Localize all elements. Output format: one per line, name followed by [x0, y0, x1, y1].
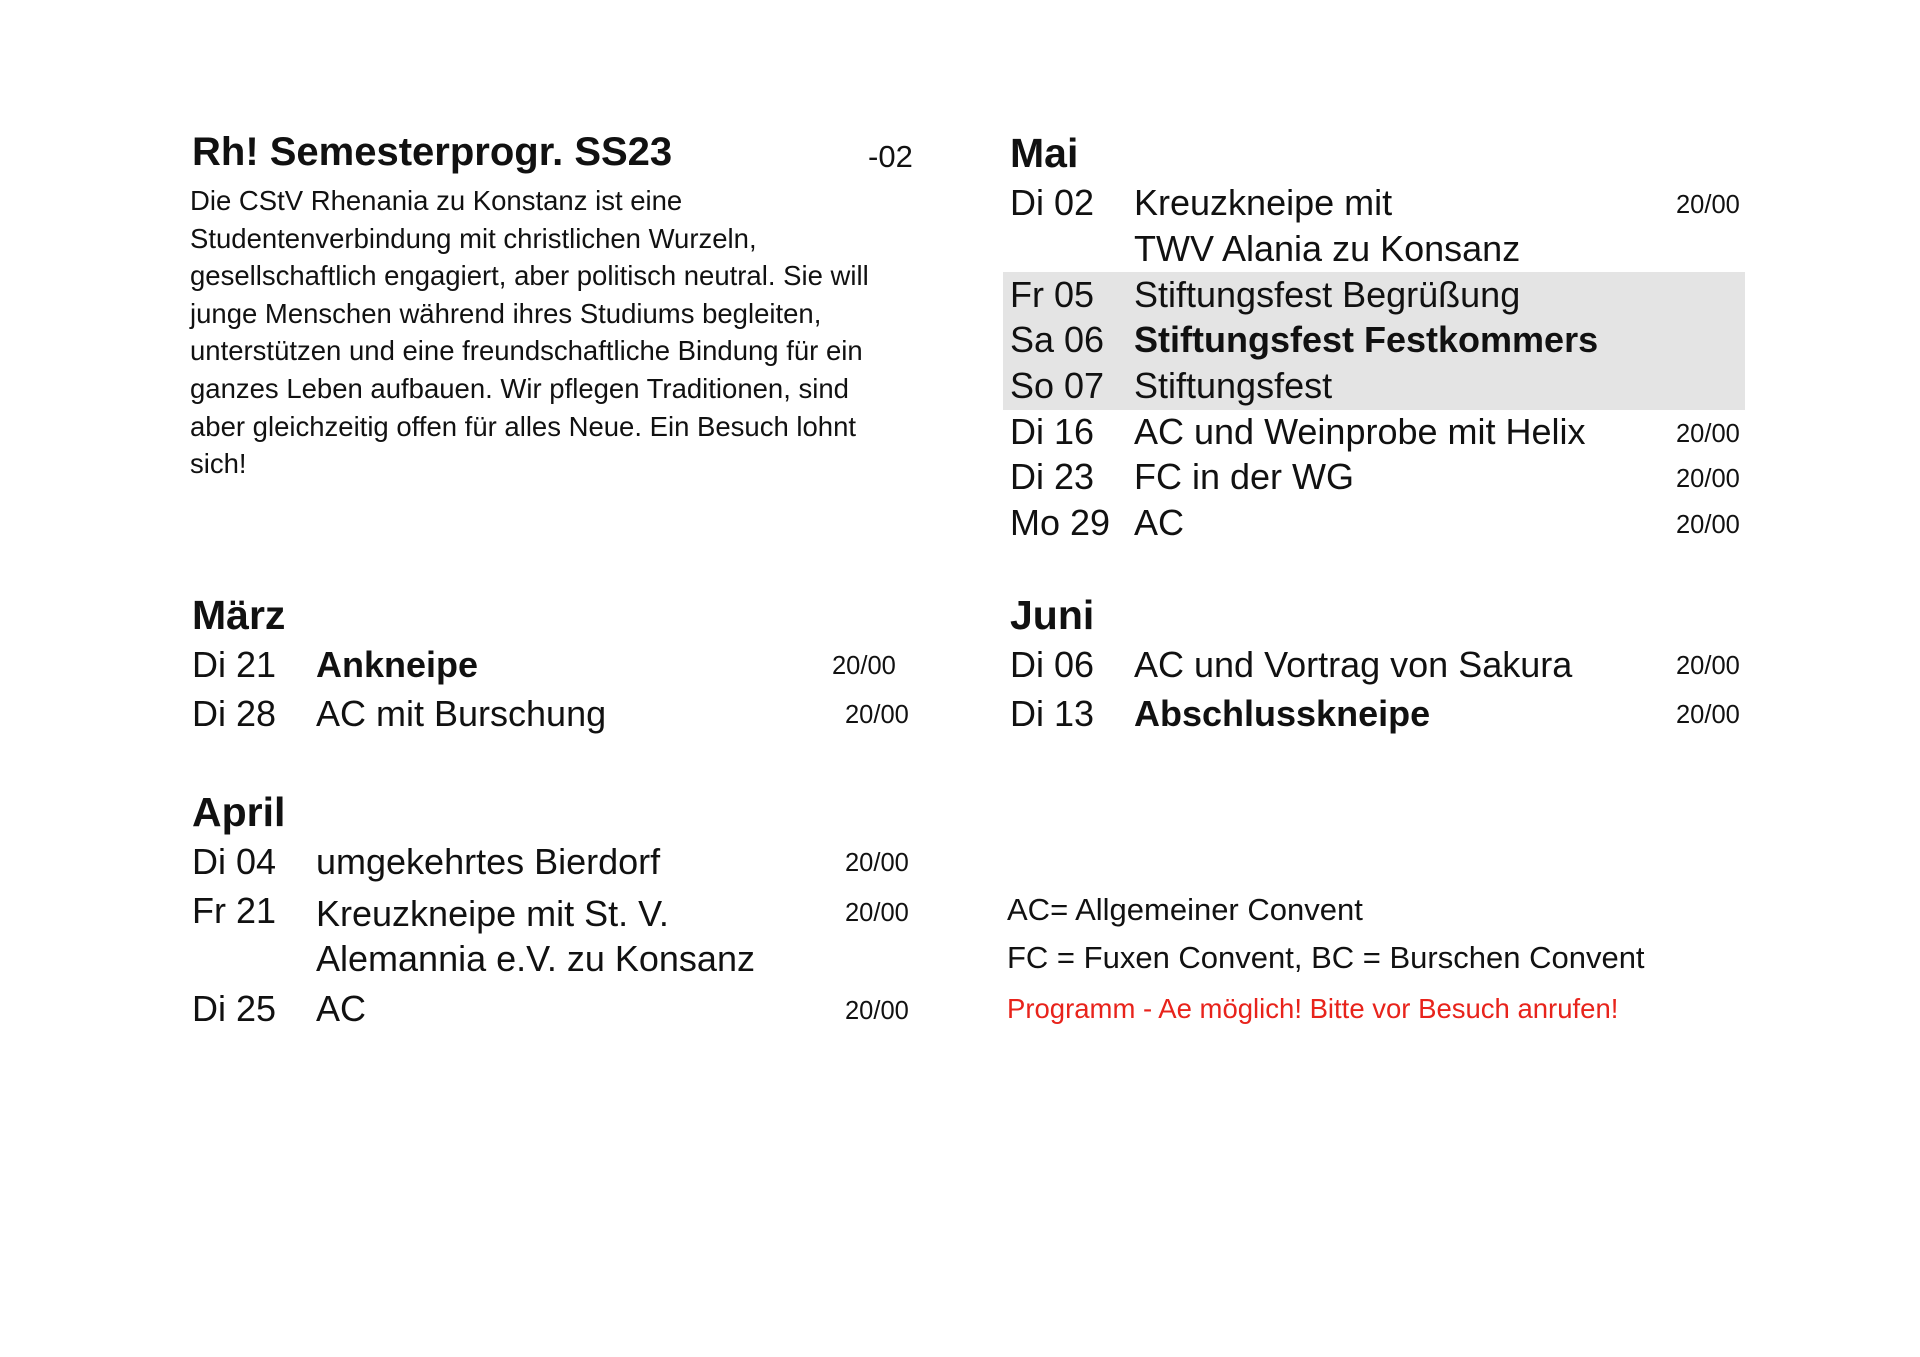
event-date: Fr 21 [192, 890, 277, 931]
event-date: Di 21 [192, 644, 277, 685]
event-date: Di 23 [1010, 456, 1095, 497]
event-name: AC [316, 988, 367, 1029]
event-time: 20/00 [845, 701, 909, 729]
event-time: 20/00 [1676, 652, 1740, 680]
event-time: 20/00 [1676, 420, 1740, 448]
event-date: Di 06 [1010, 644, 1095, 685]
event-date: So 07 [1010, 365, 1105, 406]
event-name: Ankneipe [316, 644, 479, 685]
legend-note: Programm - Ae möglich! Bitte vor Besuch anrufen! [1007, 993, 1619, 1024]
event-time: 20/00 [1676, 701, 1740, 729]
event-name: FC in der WG [1134, 456, 1355, 497]
event-time: 20/00 [1676, 511, 1740, 539]
event-name: umgekehrtes Bierdorf [316, 841, 661, 882]
event-time: 20/00 [845, 899, 909, 927]
event-name-continued: Alemannia e.V. zu Konsanz [316, 938, 755, 979]
event-time: 20/00 [1676, 191, 1740, 219]
event-date: Fr 05 [1010, 274, 1095, 315]
page-title: Rh! Semesterprogr. SS23 [192, 130, 673, 174]
month-heading-mai: Mai [1010, 130, 1079, 176]
event-date: Di 28 [192, 693, 277, 734]
event-name: Stiftungsfest Begrüßung [1134, 274, 1521, 315]
event-name: AC und Weinprobe mit Helix [1134, 411, 1586, 452]
event-name: Abschlusskneipe [1134, 693, 1431, 734]
document-code: -02 [868, 139, 913, 174]
event-name: AC [1134, 502, 1185, 543]
event-name: AC und Vortrag von Sakura [1134, 644, 1573, 685]
event-time: 20/00 [845, 849, 909, 877]
intro-text: Die CStV Rhenania zu Konstanz ist eine Studentenverbindung mit christlichen Wurzeln, gesellschaftlich engagiert, aber politisch neutral. Sie will junge Menschen während ihres Studiums begleiten, unterstützen und eine freundschaftliche Bindung für ein ganzes Leben aufbauen. Wir pflegen Traditionen, sind aber gleichzeitig offen für alles Neue. Ein Besuch lohnt sich! [190, 185, 869, 480]
event-date: Di 02 [1010, 182, 1095, 223]
event-name: Stiftungsfest [1134, 365, 1333, 406]
event-date: Di 04 [192, 841, 277, 882]
month-heading-juni: Juni [1010, 592, 1095, 638]
event-name: Kreuzkneipe mit St. V. [316, 893, 669, 934]
legend-line: AC= Allgemeiner Convent [1007, 892, 1363, 927]
event-time: 20/00 [1676, 465, 1740, 493]
event-name: Kreuzkneipe mit [1134, 182, 1393, 223]
event-time: 20/00 [845, 997, 909, 1025]
legend-line: FC = Fuxen Convent, BC = Burschen Convent [1007, 940, 1645, 975]
event-date: Sa 06 [1010, 319, 1105, 360]
event-date: Di 25 [192, 988, 277, 1029]
event-date: Mo 29 [1010, 502, 1111, 543]
event-date: Di 16 [1010, 411, 1095, 452]
event-name-continued: TWV Alania zu Konsanz [1134, 228, 1521, 269]
month-heading-april: April [192, 789, 286, 835]
event-name: Stiftungsfest Festkommers [1134, 319, 1599, 360]
event-time: 20/00 [832, 652, 896, 680]
month-heading-maerz: März [192, 592, 286, 638]
event-date: Di 13 [1010, 693, 1095, 734]
event-name: AC mit Burschung [316, 693, 607, 734]
